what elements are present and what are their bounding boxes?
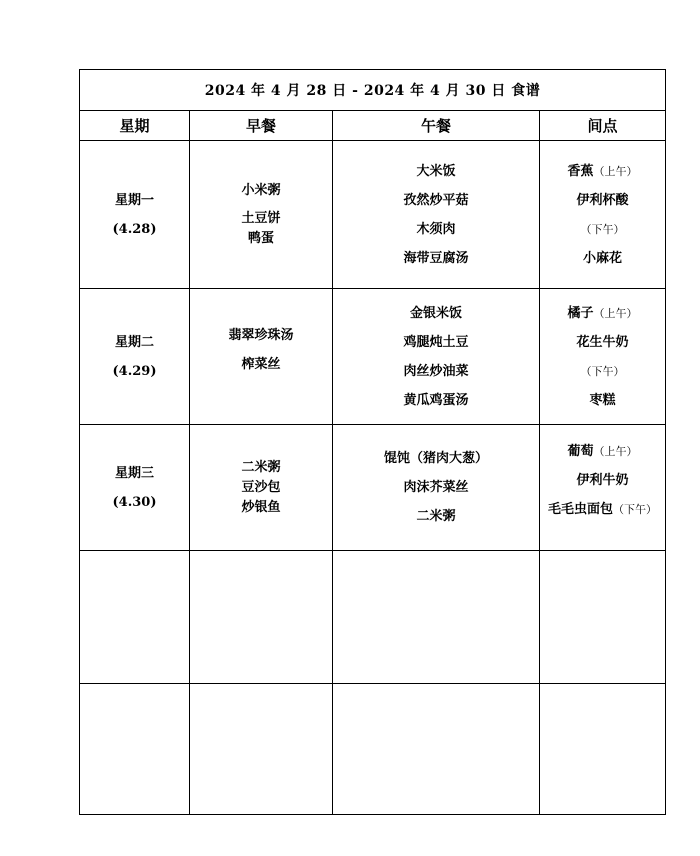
snack-time-note: （上午） bbox=[593, 306, 638, 320]
snack-item: 葡萄 bbox=[567, 444, 594, 459]
snack-item: 毛毛虫面包 bbox=[547, 502, 613, 517]
empty-cell bbox=[540, 551, 666, 684]
snack-list bbox=[540, 437, 665, 524]
lunch-item: 大米饭 bbox=[416, 163, 456, 179]
lunch-list bbox=[333, 444, 539, 531]
title-row bbox=[80, 70, 666, 111]
empty-cell bbox=[333, 551, 540, 684]
breakfast-item: 二米粥 bbox=[241, 459, 281, 475]
lunch-item: 木须肉 bbox=[416, 221, 456, 237]
lunch-list bbox=[333, 299, 539, 415]
menu-row-monday bbox=[80, 141, 666, 289]
breakfast-item: 小米粥 bbox=[241, 182, 281, 198]
snack-list bbox=[540, 299, 665, 415]
lunch-cell bbox=[333, 425, 540, 551]
snack-item: 花生牛奶 bbox=[576, 334, 629, 350]
day-date: (4.30) bbox=[112, 494, 157, 510]
day-name: 星期二 bbox=[114, 334, 154, 350]
day-label bbox=[80, 459, 189, 517]
menu-row-wednesday bbox=[80, 425, 666, 551]
snack-line bbox=[567, 299, 637, 328]
snack-line bbox=[567, 437, 637, 466]
day-date: (4.29) bbox=[112, 363, 157, 379]
breakfast-item: 炒银鱼 bbox=[241, 499, 281, 515]
snack-time-note: （下午） bbox=[613, 503, 657, 516]
snack-item: 香蕉 bbox=[567, 163, 594, 179]
day-cell bbox=[80, 141, 190, 289]
lunch-item: 海带豆腐汤 bbox=[403, 250, 469, 266]
lunch-item: 孜然炒平菇 bbox=[403, 192, 469, 208]
menu-title: 2024 年 4 月 28 日 - 2024 年 4 月 30 日 食谱 bbox=[80, 70, 666, 111]
snack-time-note: （下午） bbox=[580, 364, 625, 378]
snack-item: 小麻花 bbox=[582, 250, 622, 266]
breakfast-item: 翡翠珍珠汤 bbox=[228, 327, 294, 343]
breakfast-item: 豆沙包 bbox=[241, 479, 281, 495]
lunch-list bbox=[333, 157, 539, 273]
lunch-item: 金银米饭 bbox=[409, 305, 462, 321]
empty-cell bbox=[80, 684, 190, 815]
header-snack: 间点 bbox=[540, 111, 666, 141]
empty-cell bbox=[80, 551, 190, 684]
breakfast-cell bbox=[190, 425, 333, 551]
lunch-item: 肉沫芥菜丝 bbox=[403, 480, 469, 495]
snack-line bbox=[548, 495, 657, 524]
snack-cell bbox=[540, 289, 666, 425]
snack-time-note: （下午） bbox=[580, 222, 625, 236]
breakfast-list bbox=[190, 181, 332, 249]
day-label bbox=[80, 186, 189, 244]
lunch-cell bbox=[333, 289, 540, 425]
menu-row-tuesday bbox=[80, 289, 666, 425]
day-cell bbox=[80, 289, 190, 425]
empty-cell bbox=[540, 684, 666, 815]
day-label bbox=[80, 328, 189, 386]
lunch-cell bbox=[333, 141, 540, 289]
lunch-item: 馄饨（猪肉大葱） bbox=[383, 451, 488, 466]
empty-cell bbox=[190, 684, 333, 815]
empty-row bbox=[80, 684, 666, 815]
breakfast-cell bbox=[190, 141, 333, 289]
empty-cell bbox=[190, 551, 333, 684]
empty-cell bbox=[333, 684, 540, 815]
snack-time-note: （上午） bbox=[593, 164, 638, 178]
breakfast-list bbox=[190, 458, 332, 518]
breakfast-item: 榨菜丝 bbox=[241, 356, 281, 372]
day-name: 星期三 bbox=[114, 465, 154, 481]
header-lunch: 午餐 bbox=[333, 111, 540, 141]
breakfast-list bbox=[190, 321, 332, 379]
day-cell bbox=[80, 425, 190, 551]
snack-line bbox=[567, 157, 637, 186]
lunch-item: 二米粥 bbox=[416, 509, 456, 524]
snack-cell bbox=[540, 425, 666, 551]
breakfast-cell bbox=[190, 289, 333, 425]
snack-list bbox=[540, 157, 665, 273]
snack-item: 橘子 bbox=[567, 305, 594, 321]
snack-cell bbox=[540, 141, 666, 289]
snack-item: 伊利杯酸 bbox=[576, 192, 629, 208]
snack-item: 伊利牛奶 bbox=[576, 473, 629, 488]
breakfast-item: 鸭蛋 bbox=[247, 230, 274, 246]
lunch-item: 黄瓜鸡蛋汤 bbox=[403, 392, 469, 408]
snack-time-note: （上午） bbox=[593, 445, 638, 458]
header-row bbox=[80, 111, 666, 141]
header-day: 星期 bbox=[80, 111, 190, 141]
empty-row bbox=[80, 551, 666, 684]
snack-item: 枣糕 bbox=[589, 392, 616, 408]
day-name: 星期一 bbox=[114, 192, 154, 208]
lunch-item: 肉丝炒油菜 bbox=[403, 363, 469, 379]
breakfast-item: 土豆饼 bbox=[241, 210, 281, 226]
menu-table bbox=[79, 69, 666, 815]
day-date: (4.28) bbox=[112, 221, 157, 237]
lunch-item: 鸡腿炖土豆 bbox=[403, 334, 469, 350]
header-breakfast: 早餐 bbox=[190, 111, 333, 141]
